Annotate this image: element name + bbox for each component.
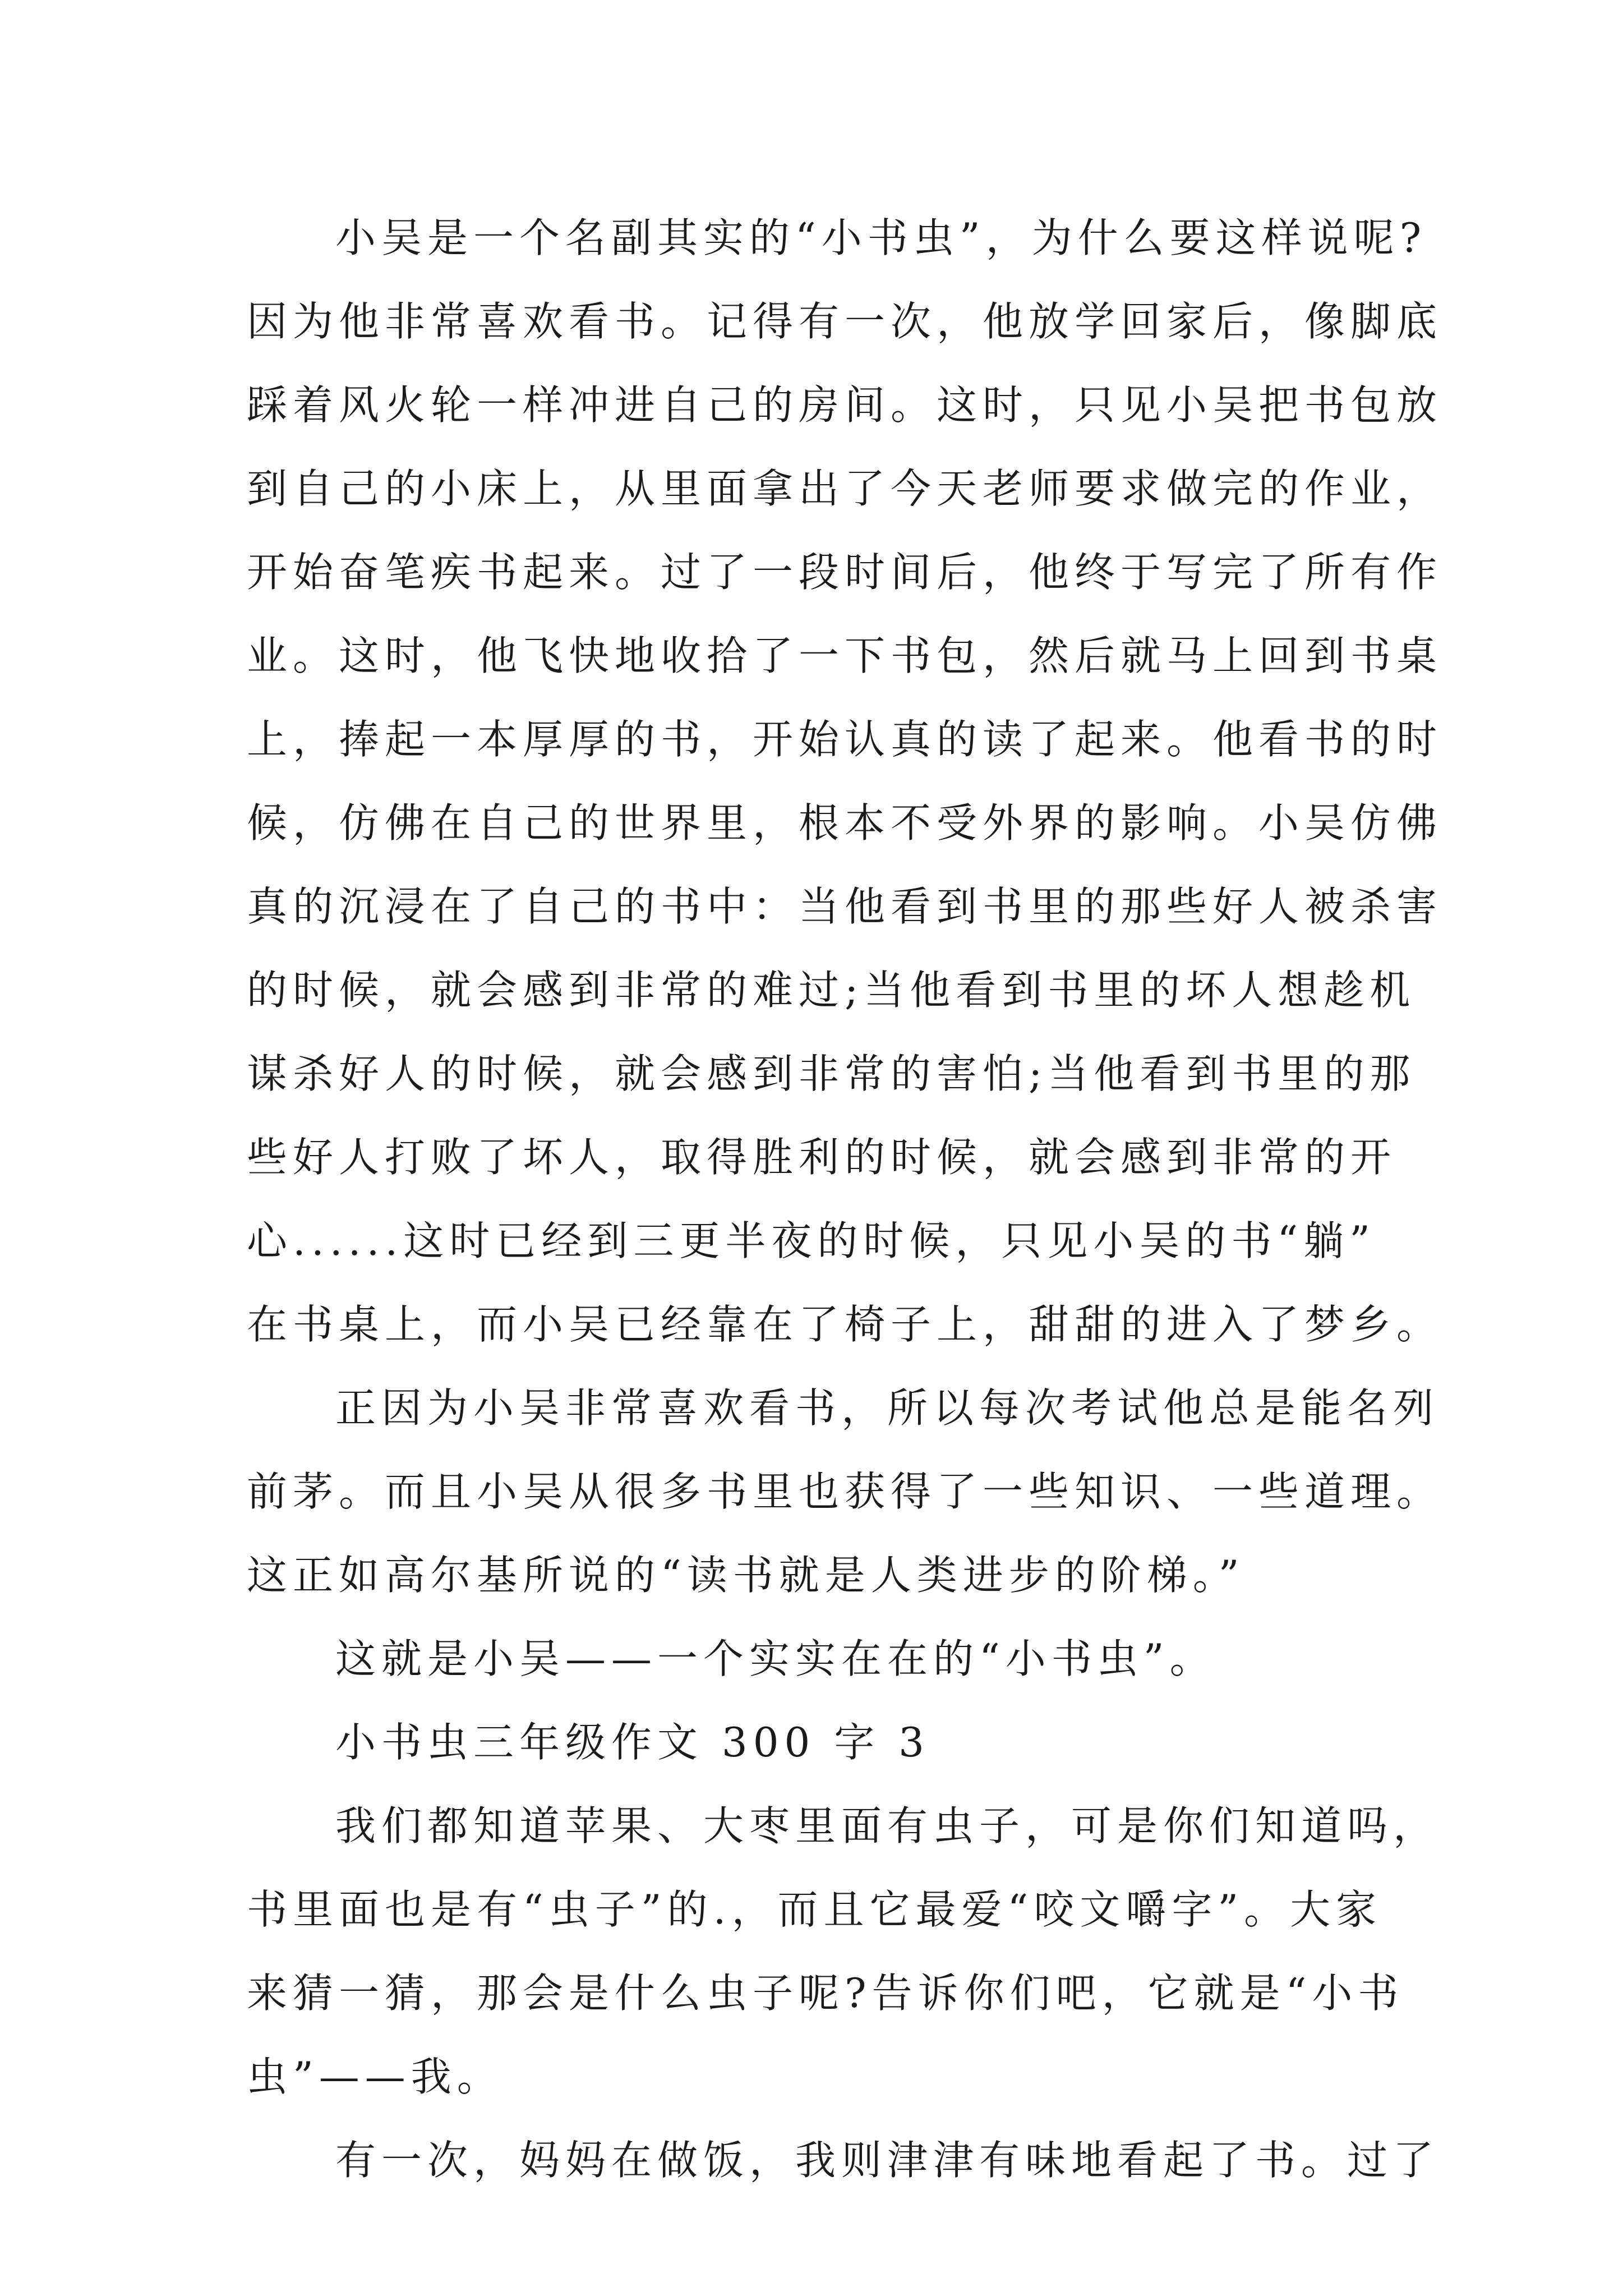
paragraph-line: 上，捧起一本厚厚的书，开始认真的读了起来。他看书的时 <box>247 716 1443 763</box>
paragraph-line: 来猜一猜，那会是什么虫子呢?告诉你们吧，它就是“小书 <box>247 1970 1404 2017</box>
paragraph-line: 踩着风火轮一样冲进自己的房间。这时，只见小吴把书包放 <box>247 381 1443 429</box>
paragraph-line: 些好人打败了坏人，取得胜利的时候，就会感到非常的开 <box>247 1134 1397 1181</box>
paragraph-line: 这正如高尔基所说的“读书就是人类进步的阶梯。” <box>247 1552 1245 1599</box>
paragraph-line: 候，仿佛在自己的世界里，根本不受外界的影响。小吴仿佛 <box>247 799 1443 846</box>
paragraph-line: 我们都知道苹果、大枣里面有虫子，可是你们知道吗， <box>335 1802 1440 1849</box>
paragraph-line: 真的沉浸在了自己的书中：当他看到书里的那些好人被杀害 <box>247 883 1443 930</box>
paragraph-line: 正因为小吴非常喜欢看书，所以每次考试他总是能名列 <box>335 1384 1440 1432</box>
paragraph-line: 虫”——我。 <box>247 2053 503 2100</box>
paragraph-line: 谋杀好人的时候，就会感到非常的害怕;当他看到书里的那 <box>247 1050 1416 1097</box>
paragraph-line: 开始奋笔疾书起来。过了一段时间后，他终于写完了所有作 <box>247 549 1443 596</box>
paragraph-line: 心......这时已经到三更半夜的时候，只见小吴的书“躺” <box>247 1217 1376 1264</box>
section-heading: 小书虫三年级作文 300 字 3 <box>335 1719 930 1766</box>
paragraph-line: 小吴是一个名副其实的“小书虫”，为什么要这样说呢? <box>335 214 1427 261</box>
paragraph-line: 到自己的小床上，从里面拿出了今天老师要求做完的作业， <box>247 465 1443 512</box>
paragraph-line: 因为他非常喜欢看书。记得有一次，他放学回家后，像脚底 <box>247 298 1443 345</box>
paragraph-line: 有一次，妈妈在做饭，我则津津有味地看起了书。过了 <box>335 2137 1440 2184</box>
paragraph-line: 的时候，就会感到非常的难过;当他看到书里的坏人想趁机 <box>247 967 1416 1014</box>
paragraph-line: 业。这时，他飞快地收拾了一下书包，然后就马上回到书桌 <box>247 632 1443 679</box>
paragraph-line: 在书桌上，而小吴已经靠在了椅子上，甜甜的进入了梦乡。 <box>247 1301 1443 1348</box>
paragraph-line: 这就是小吴——一个实实在在的“小书虫”。 <box>335 1635 1216 1682</box>
paragraph-line: 书里面也是有“虫子”的.，而且它最爱“咬文嚼字”。大家 <box>247 1886 1382 1933</box>
paragraph-line: 前茅。而且小吴从很多书里也获得了一些知识、一些道理。 <box>247 1468 1443 1515</box>
